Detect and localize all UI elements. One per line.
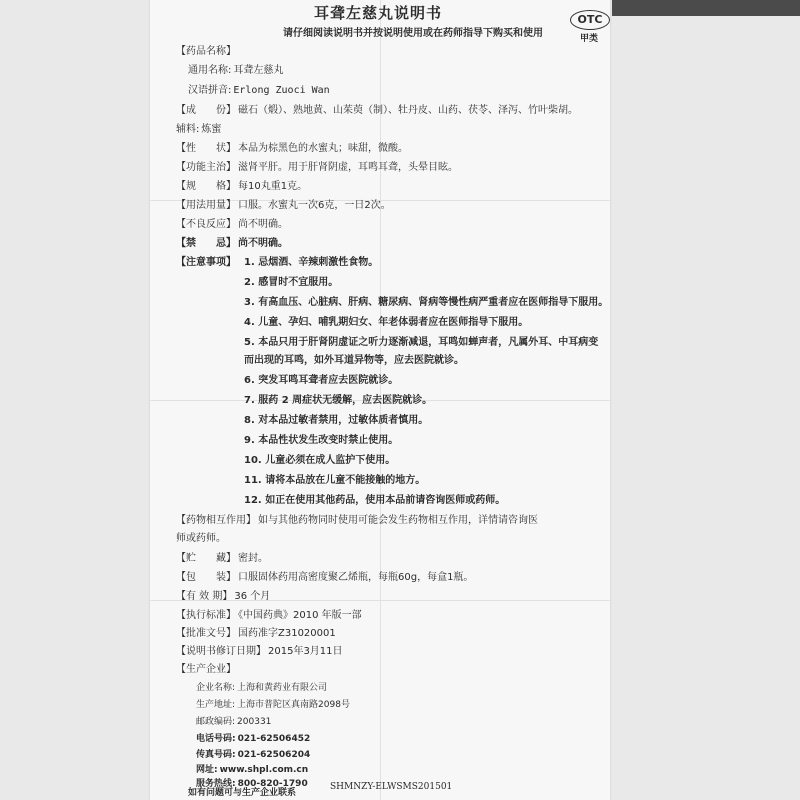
excipient-row [176,123,221,137]
specification-label: 【规 格】 [176,181,236,192]
precautions-label: 【注意事项】 [176,257,236,268]
revision-date-value: 2015年3月11日 [268,646,343,657]
precaution-item: 3. 有高血压、心脏病、肝病、糖尿病、肾病等慢性病严重者应在医师指导下服用。 [244,297,609,308]
interactions-value: 如与其他药物同时使用可能会发生药物相互作用，详情请咨询医 [258,515,538,526]
contraindications-row [176,237,288,251]
precaution-item: 2. 感冒时不宜服用。 [244,277,339,288]
revision-date-row [176,645,343,659]
postcode-label: 邮政编码: [196,717,236,727]
adverse-label: 【不良反应】 [176,219,236,230]
generic-name-value: 耳聋左慈丸 [233,65,284,76]
postcode-row [196,715,271,729]
package-value: 口服固体药用高密度聚乙烯瓶，每瓶60g，每盒1瓶。 [238,572,474,583]
revision-date-label: 【说明书修订日期】 [176,646,266,657]
fax-row [196,748,310,762]
approval-label: 【批准文号】 [176,628,236,639]
company-value: 上海和黄药业有限公司 [237,683,328,693]
adverse-row [176,218,288,232]
manufacturer-label: 【生产企业】 [176,664,236,675]
contraindications-value: 尚不明确。 [238,238,288,249]
indications-label: 【功能主治】 [176,162,236,173]
generic-name-label: 通用名称: [188,65,232,76]
excipient-value: 炼蜜 [201,124,222,135]
storage-value: 密封。 [238,553,268,564]
address-value: 上海市普陀区真南路2098号 [237,700,350,710]
precaution-item: 1. 忌烟酒、辛辣刺激性食物。 [244,257,379,268]
interactions-label: 【药物相互作用】 [176,515,256,526]
contraindications-label: 【禁 忌】 [176,238,236,249]
standard-value: 《中国药典》2010 年版一部 [238,610,362,621]
indications-value: 滋肾平肝。用于肝肾阴虚，耳鸣耳聋，头晕目眩。 [238,162,458,173]
description-label: 【性 状】 [176,143,236,154]
storage-label: 【贮 藏】 [176,553,236,564]
composition-value: 磁石（煅）、熟地黄、山茱萸（制）、牡丹皮、山药、茯苓、泽泻、竹叶柴胡。 [238,105,578,116]
precaution-item: 4. 儿童、孕妇、哺乳期妇女、年老体弱者应在医师指导下服用。 [244,317,529,328]
description-value: 本品为棕黑色的水蜜丸；味甜，微酸。 [238,143,408,154]
validity-row [176,590,270,604]
interactions-row [176,514,538,528]
pinyin-label: 汉语拼音: [188,85,232,96]
company-label: 企业名称: [196,683,236,693]
precaution-item: 12. 如正在使用其他药品，使用本品前请咨询医师或药师。 [244,495,506,506]
postcode-value: 200331 [237,717,272,727]
approval-row [176,627,336,641]
drug-name-section: 【药品名称】 [176,46,236,57]
precaution-item: 7. 服药 2 周症状无缓解，应去医院就诊。 [244,395,433,406]
contact-note: 如有问题可与生产企业联系 [188,788,297,798]
validity-label: 【有 效 期】 [176,591,233,602]
precaution-item: 10. 儿童必须在成人监护下使用。 [244,455,396,466]
document-title: 耳聋左慈丸说明书 [313,4,442,22]
hotline-label: 服务热线: [196,779,236,789]
composition-row [176,104,578,118]
dosage-label: 【用法用量】 [176,200,236,211]
specification-value: 每10丸重1克。 [238,181,308,192]
validity-value: 36 个月 [234,591,271,602]
phone-row [196,732,310,746]
company-row [196,681,327,695]
web-value: www.shpl.com.cn [219,765,309,775]
storage-row [176,552,268,566]
dosage-value: 口服。水蜜丸一次6克，一日2次。 [238,200,391,211]
background-edge [612,0,800,16]
phone-value: 021-62506452 [237,734,311,744]
adverse-value: 尚不明确。 [238,219,288,230]
web-label: 网址: [196,765,218,775]
precaution-item: 6. 突发耳鸣耳聋者应去医院就诊。 [244,375,399,386]
indications-row [176,161,458,175]
otc-category: 甲类 [580,34,599,44]
fax-value: 021-62506204 [237,750,311,760]
address-row [196,698,350,712]
interactions-value-line2: 师或药师。 [176,533,226,544]
excipient-label: 辅料: [176,124,200,135]
package-row [176,571,473,585]
document-subtitle: 请仔细阅读说明书并按说明使用或在药师指导下购买和使用 [283,28,543,39]
description-row [176,142,408,156]
pinyin-value: Erlong Zuoci Wan [233,85,330,96]
phone-label: 电话号码: [196,734,236,744]
web-row [196,763,308,777]
specification-row [176,180,307,194]
package-label: 【包 装】 [176,572,236,583]
hotline-value: 800-820-1790 [237,779,308,789]
generic-name-row [188,64,283,78]
fax-label: 传真号码: [196,750,236,760]
precaution-item: 9. 本品性状发生改变时禁止使用。 [244,435,399,446]
standard-label: 【执行标准】 [176,610,236,621]
document-code: SHMNZY-ELWSMS201501 [330,782,453,792]
precaution-item: 11. 请将本品放在儿童不能接触的地方。 [244,475,426,486]
standard-row [176,609,362,623]
approval-value: 国药准字Z31020001 [238,628,336,639]
otc-mark: OTC [570,10,610,30]
precaution-item: 而出现的耳鸣，如外耳道异物等，应去医院就诊。 [244,355,464,366]
composition-label: 【成 份】 [176,105,236,116]
precaution-item: 5. 本品只用于肝肾阴虚证之听力逐渐减退，耳鸣如蝉声者，凡属外耳、中耳病变 [244,337,599,348]
precaution-item: 8. 对本品过敏者禁用，过敏体质者慎用。 [244,415,429,426]
address-label: 生产地址: [196,700,236,710]
pinyin-row [188,84,330,98]
dosage-row [176,199,391,213]
